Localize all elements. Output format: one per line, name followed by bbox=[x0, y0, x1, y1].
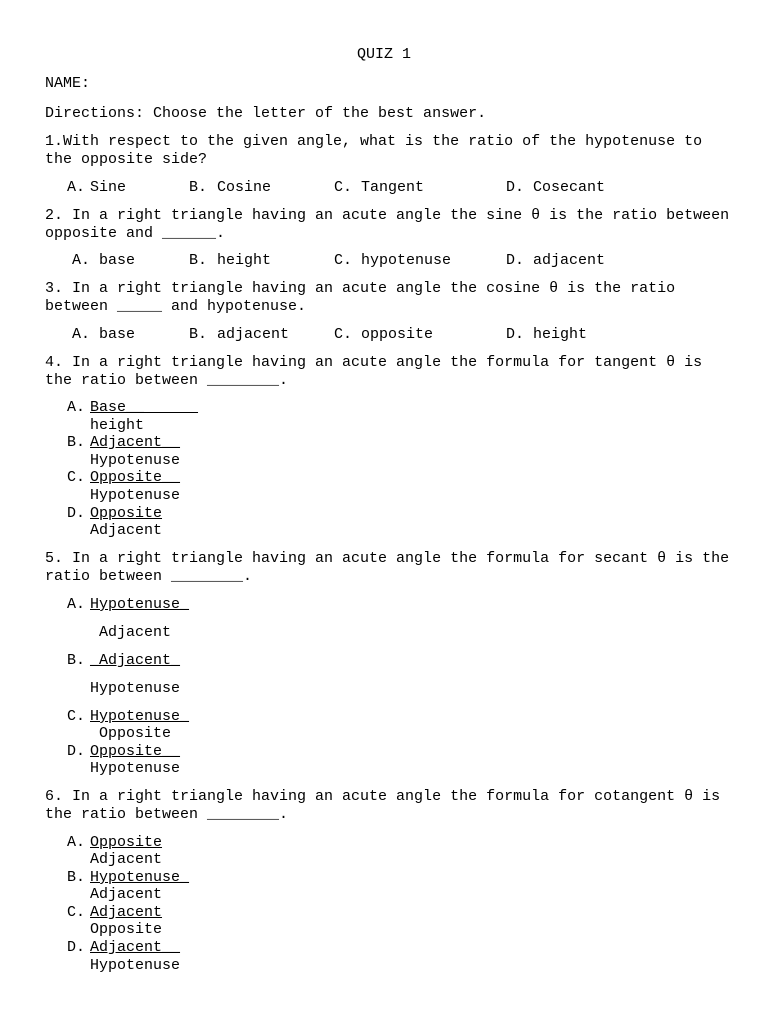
q2-choice-a-text: base bbox=[99, 252, 136, 269]
q2-choice-c-text: hypotenuse bbox=[361, 252, 452, 269]
q5-choice-a-numerator: Hypotenuse_ bbox=[90, 596, 190, 613]
q2-choice-d-text: adjacent bbox=[533, 252, 606, 269]
q4-choice-b-letter: B. bbox=[67, 434, 86, 451]
q4-choice-d-denominator: Adjacent bbox=[90, 522, 163, 539]
q3-choice-a-text: base bbox=[99, 326, 136, 343]
q6-choice-a-numerator: Opposite bbox=[90, 834, 163, 851]
q5-choice-c-letter: C. bbox=[67, 708, 86, 725]
quiz-title: QUIZ 1 bbox=[356, 46, 411, 63]
q6-choice-d-numerator: Adjacent__ bbox=[90, 939, 181, 956]
q4-choice-a-letter: A. bbox=[67, 399, 86, 416]
question-1-text: 1.With respect to the given angle, what is the ratio of the hypotenuse to the opposite side? bbox=[45, 133, 703, 168]
q4-choice-d-letter: D. bbox=[67, 505, 86, 522]
q5-choice-a-letter: A. bbox=[67, 596, 86, 613]
q6-choice-b-denominator: Adjacent bbox=[90, 886, 163, 903]
q4-choice-c-letter: C. bbox=[67, 469, 86, 486]
q1-choice-d-letter: D. bbox=[506, 179, 525, 196]
q2-choice-b-text: height bbox=[217, 252, 272, 269]
name-label: NAME: bbox=[45, 75, 91, 92]
q6-choice-c-letter: C. bbox=[67, 904, 86, 921]
q4-choice-c-denominator: Hypotenuse bbox=[90, 487, 181, 504]
q3-choice-d-text: height bbox=[533, 326, 588, 343]
q4-choice-b-numerator: Adjacent__ bbox=[90, 434, 181, 451]
q2-choice-c-letter: C. bbox=[334, 252, 353, 269]
q5-choice-d-numerator: Opposite__ bbox=[90, 743, 181, 760]
q1-choice-d-text: Cosecant bbox=[533, 179, 606, 196]
q5-choice-d-denominator: Hypotenuse bbox=[90, 760, 181, 777]
q2-choice-a-letter: A. bbox=[72, 252, 91, 269]
q5-choice-b-denominator: Hypotenuse bbox=[90, 680, 181, 697]
question-6-text: 6. In a right triangle having an acute angle the formula for cotangent θ is the ratio between ________. bbox=[45, 788, 721, 823]
q6-choice-a-denominator: Adjacent bbox=[90, 851, 163, 868]
q6-choice-c-denominator: Opposite bbox=[90, 921, 163, 938]
q1-choice-a-letter: A. bbox=[67, 179, 86, 196]
q3-choice-d-letter: D. bbox=[506, 326, 525, 343]
q1-choice-a-text: Sine bbox=[90, 179, 127, 196]
q5-choice-b-numerator: _Adjacent_ bbox=[90, 652, 181, 669]
q6-choice-a-letter: A. bbox=[67, 834, 86, 851]
q4-choice-d-numerator: Opposite bbox=[90, 505, 163, 522]
q6-choice-b-letter: B. bbox=[67, 869, 86, 886]
question-2-text: 2. In a right triangle having an acute angle the sine θ is the ratio between opposite and ______. bbox=[45, 207, 730, 242]
q4-choice-b-denominator: Hypotenuse bbox=[90, 452, 181, 469]
q6-choice-c-numerator: Adjacent bbox=[90, 904, 163, 921]
q3-choice-c-text: opposite bbox=[361, 326, 434, 343]
q1-choice-c-text: Tangent bbox=[361, 179, 425, 196]
q5-choice-d-letter: D. bbox=[67, 743, 86, 760]
q3-choice-a-letter: A. bbox=[72, 326, 91, 343]
q5-choice-c-denominator: Opposite bbox=[99, 725, 172, 742]
q5-choice-c-numerator: Hypotenuse_ bbox=[90, 708, 190, 725]
q4-choice-a-numerator: Base__ bbox=[90, 399, 199, 416]
q1-choice-b-text: Cosine bbox=[217, 179, 272, 196]
q5-choice-b-letter: B. bbox=[67, 652, 86, 669]
q4-choice-c-numerator: Opposite__ bbox=[90, 469, 181, 486]
q1-choice-c-letter: C. bbox=[334, 179, 353, 196]
q6-choice-d-denominator: Hypotenuse bbox=[90, 957, 181, 974]
q3-choice-b-text: adjacent bbox=[217, 326, 290, 343]
q6-choice-d-letter: D. bbox=[67, 939, 86, 956]
q6-choice-b-numerator: Hypotenuse_ bbox=[90, 869, 190, 886]
q2-choice-b-letter: B. bbox=[189, 252, 208, 269]
question-3-text: 3. In a right triangle having an acute angle the cosine θ is the ratio between _____ and hypotenuse. bbox=[45, 280, 676, 315]
question-4-text: 4. In a right triangle having an acute angle the formula for tangent θ is the ratio between ________. bbox=[45, 354, 703, 389]
question-5-text: 5. In a right triangle having an acute angle the formula for secant θ is the ratio between ________. bbox=[45, 550, 730, 585]
q5-choice-a-denominator: Adjacent bbox=[99, 624, 172, 641]
directions: Directions: Choose the letter of the best answer. bbox=[45, 105, 487, 122]
q3-choice-c-letter: C. bbox=[334, 326, 353, 343]
q2-choice-d-letter: D. bbox=[506, 252, 525, 269]
q3-choice-b-letter: B. bbox=[189, 326, 208, 343]
q4-choice-a-denominator: height bbox=[90, 417, 145, 434]
q1-choice-b-letter: B. bbox=[189, 179, 208, 196]
